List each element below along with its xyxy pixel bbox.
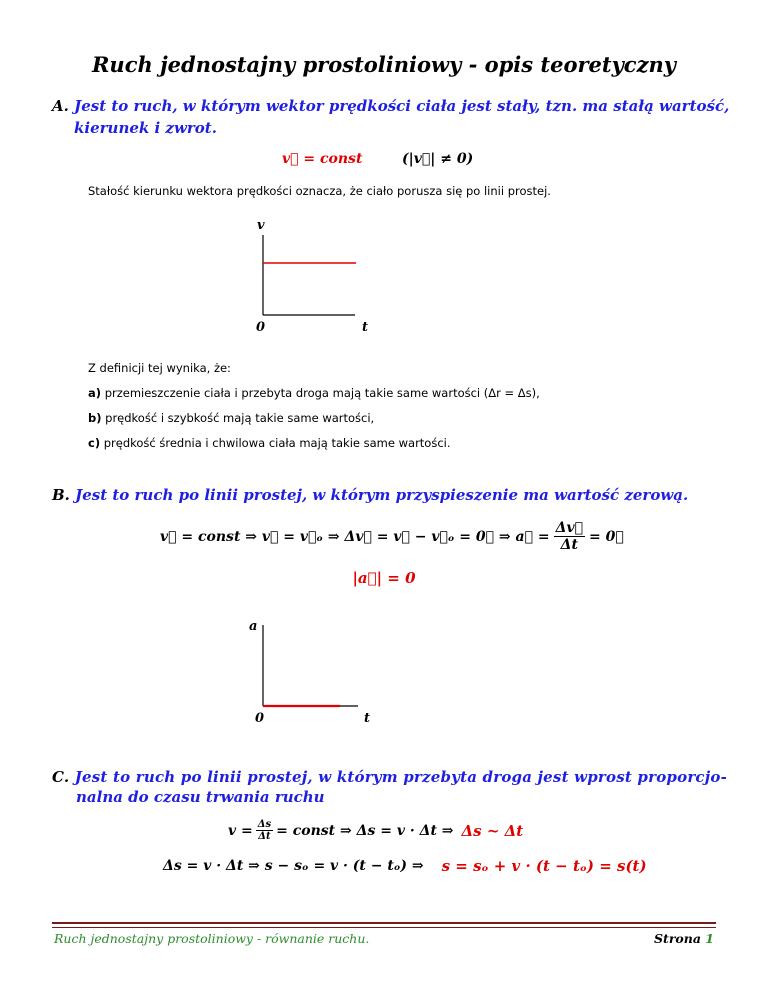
section-c-frac-num: Δs (257, 819, 272, 830)
section-c-line2-result: s = sₒ + v · (t − tₒ) = s(t) (441, 857, 647, 875)
section-a-note: Stałość kierunku wektora prędkości oznacza, że ciało porusza się po linii prostej. (88, 184, 551, 198)
section-c-line1-lhs: v = (228, 822, 253, 839)
section-a-letter: A. (52, 97, 69, 115)
section-a-point-a (88, 386, 540, 400)
section-b-heading-text: Jest to ruch po linii prostej, w którym przyspieszenie ma wartość zerową. (75, 486, 689, 504)
section-a-point-c (88, 436, 451, 450)
section-c-line1-rest: = const ⇒ Δs = v · Δt ⇒ (276, 822, 454, 839)
point-a-text: przemieszczenie ciała i przebyta droga mają takie same wartości (Δr = Δs), (104, 386, 540, 400)
point-b-label: b) (88, 411, 102, 425)
point-b-text: prędkość i szybkość mają takie same wartości, (105, 411, 375, 425)
section-c-line2 (163, 857, 647, 875)
section-c-heading-line1: Jest to ruch po linii prostej, w którym przebyta droga jest wprost proporcjo- (74, 768, 728, 786)
section-c-line1 (228, 819, 523, 842)
graph-a-x-label: t (362, 320, 369, 335)
section-b-frac-num: Δv⃗ (555, 520, 584, 536)
page-label: Strona (654, 931, 701, 946)
section-b-heading (52, 486, 688, 504)
section-c-line1-fraction (256, 819, 273, 842)
point-c-label: c) (88, 436, 101, 450)
section-c-frac-den: Δt (258, 831, 271, 842)
section-a-point-b (88, 411, 374, 425)
point-a-label: a) (88, 386, 102, 400)
section-b-chain: v⃗ = const ⇒ v⃗ = v⃗ₒ ⇒ Δv⃗ = v⃗ − v⃗ₒ = 0⃗ ⇒ a⃗ = (160, 528, 550, 545)
section-b-result: |a⃗| = 0 (352, 569, 416, 587)
graph-b-origin-label: 0 (255, 711, 265, 726)
section-a-heading-line2: kierunek i zwrot. (74, 119, 217, 137)
section-b-derivation (160, 520, 624, 553)
section-b-letter: B. (52, 486, 70, 504)
section-a-heading-line1: Jest to ruch, w którym wektor prędkości ciała jest stały, tzn. ma stałą wartość, (74, 97, 730, 115)
point-c-text: prędkość średnia i chwilowa ciała mają takie same wartości. (103, 436, 451, 450)
section-b-frac-result: = 0⃗ (589, 528, 624, 545)
page-title: Ruch jednostajny prostoliniowy - opis teoretyczny (91, 52, 676, 77)
graph-a-origin-label: 0 (256, 320, 266, 335)
page-number (654, 931, 714, 946)
graph-b-x-label: t (364, 711, 371, 726)
acceleration-time-graph (240, 610, 380, 720)
section-a-formula-condition: (|v⃗| ≠ 0) (402, 151, 474, 167)
section-c-heading-line2: nalna do czasu trwania ruchu (76, 788, 325, 806)
section-c-line1-result: Δs ~ Δt (461, 821, 524, 840)
section-b-frac-den: Δt (560, 537, 578, 553)
section-c-heading (52, 768, 727, 786)
section-a-formula: v⃗ = const (282, 151, 363, 167)
page-number-value: 1 (705, 931, 714, 946)
section-a-heading (52, 97, 729, 115)
graph-a-y-label: v (257, 218, 265, 233)
section-b-fraction (554, 520, 585, 553)
footer-title: Ruch jednostajny prostoliniowy - równanie ruchu. (54, 931, 370, 946)
graph-b-y-label: a (249, 619, 258, 634)
section-a-definition-intro: Z definicji tej wynika, że: (88, 361, 231, 375)
section-c-letter: C. (52, 768, 70, 786)
section-c-line2-main: Δs = v · Δt ⇒ s − sₒ = v · (t − tₒ) ⇒ (163, 858, 424, 874)
footer-rule (52, 922, 716, 928)
